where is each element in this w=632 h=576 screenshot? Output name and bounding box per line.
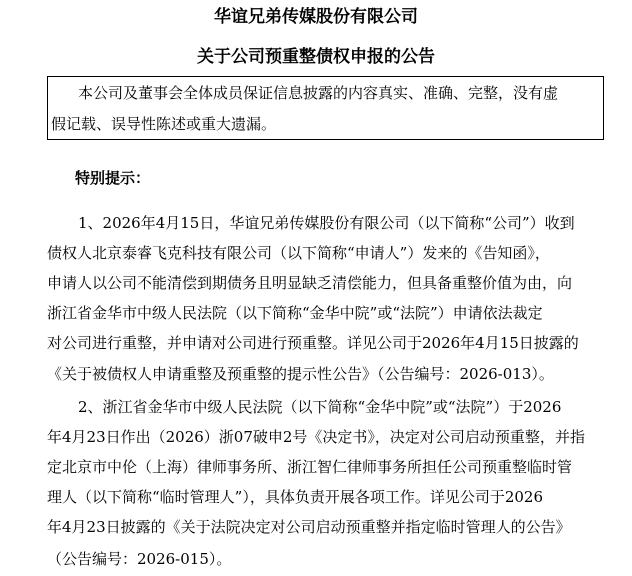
item1-line-1: 1、2026年4月15日，华谊兄弟传媒股份有限公司（以下简称“公司”）收到 (78, 214, 575, 232)
item2-line-2: 年4月23日作出（2026）浙07破申2号《决定书》，决定对公司启动预重整，并指 (47, 428, 585, 446)
item2-line-5: 年4月23日披露的《关于法院决定对公司启动预重整并指定临时管理人的公告》 (47, 518, 571, 536)
item2-line-1: 2、浙江省金华市中级人民法院（以下简称“金华中院”或“法院”）于2026 (78, 398, 562, 416)
item1-line-4: 浙江省金华市中级人民法院（以下简称“金华中院”或“法院”）申请依法裁定 (47, 304, 543, 322)
item2-line-4: 理人（以下简称“临时管理人”），具体负责开展各项工作。详见公司于2026 (47, 488, 544, 506)
company-name: 华谊兄弟传媒股份有限公司 (214, 7, 418, 27)
item2-line-6: （公告编号：2026-015）。 (47, 550, 232, 568)
notice-line-1: 本公司及董事会全体成员保证信息披露的内容真实、准确、完整，没有虚 (78, 84, 559, 102)
item1-line-5: 对公司进行重整，并申请对公司进行预重整。详见公司于2026年4月15日披露的 (47, 334, 579, 352)
notice-line-2: 假记载、误导性陈述或重大遗漏。 (51, 115, 277, 133)
item1-line-3: 申请人以公司不能清偿到期债务且明显缺乏清偿能力，但具备重整价值为由，向 (47, 274, 573, 292)
item1-line-6: 《关于被债权人申请重整及预重整的提示性公告》（公告编号：2026-013）。 (47, 365, 554, 383)
item1-line-2: 债权人北京泰睿飞克科技有限公司（以下简称“申请人”）发来的《告知函》， (47, 244, 550, 262)
announcement-title: 关于公司预重整债权申报的公告 (197, 47, 435, 67)
item2-line-3: 定北京市中伦（上海）律师事务所、浙江智仁律师事务所担任公司预重整临时管 (47, 458, 573, 476)
special-heading: 特别提示： (75, 169, 151, 187)
